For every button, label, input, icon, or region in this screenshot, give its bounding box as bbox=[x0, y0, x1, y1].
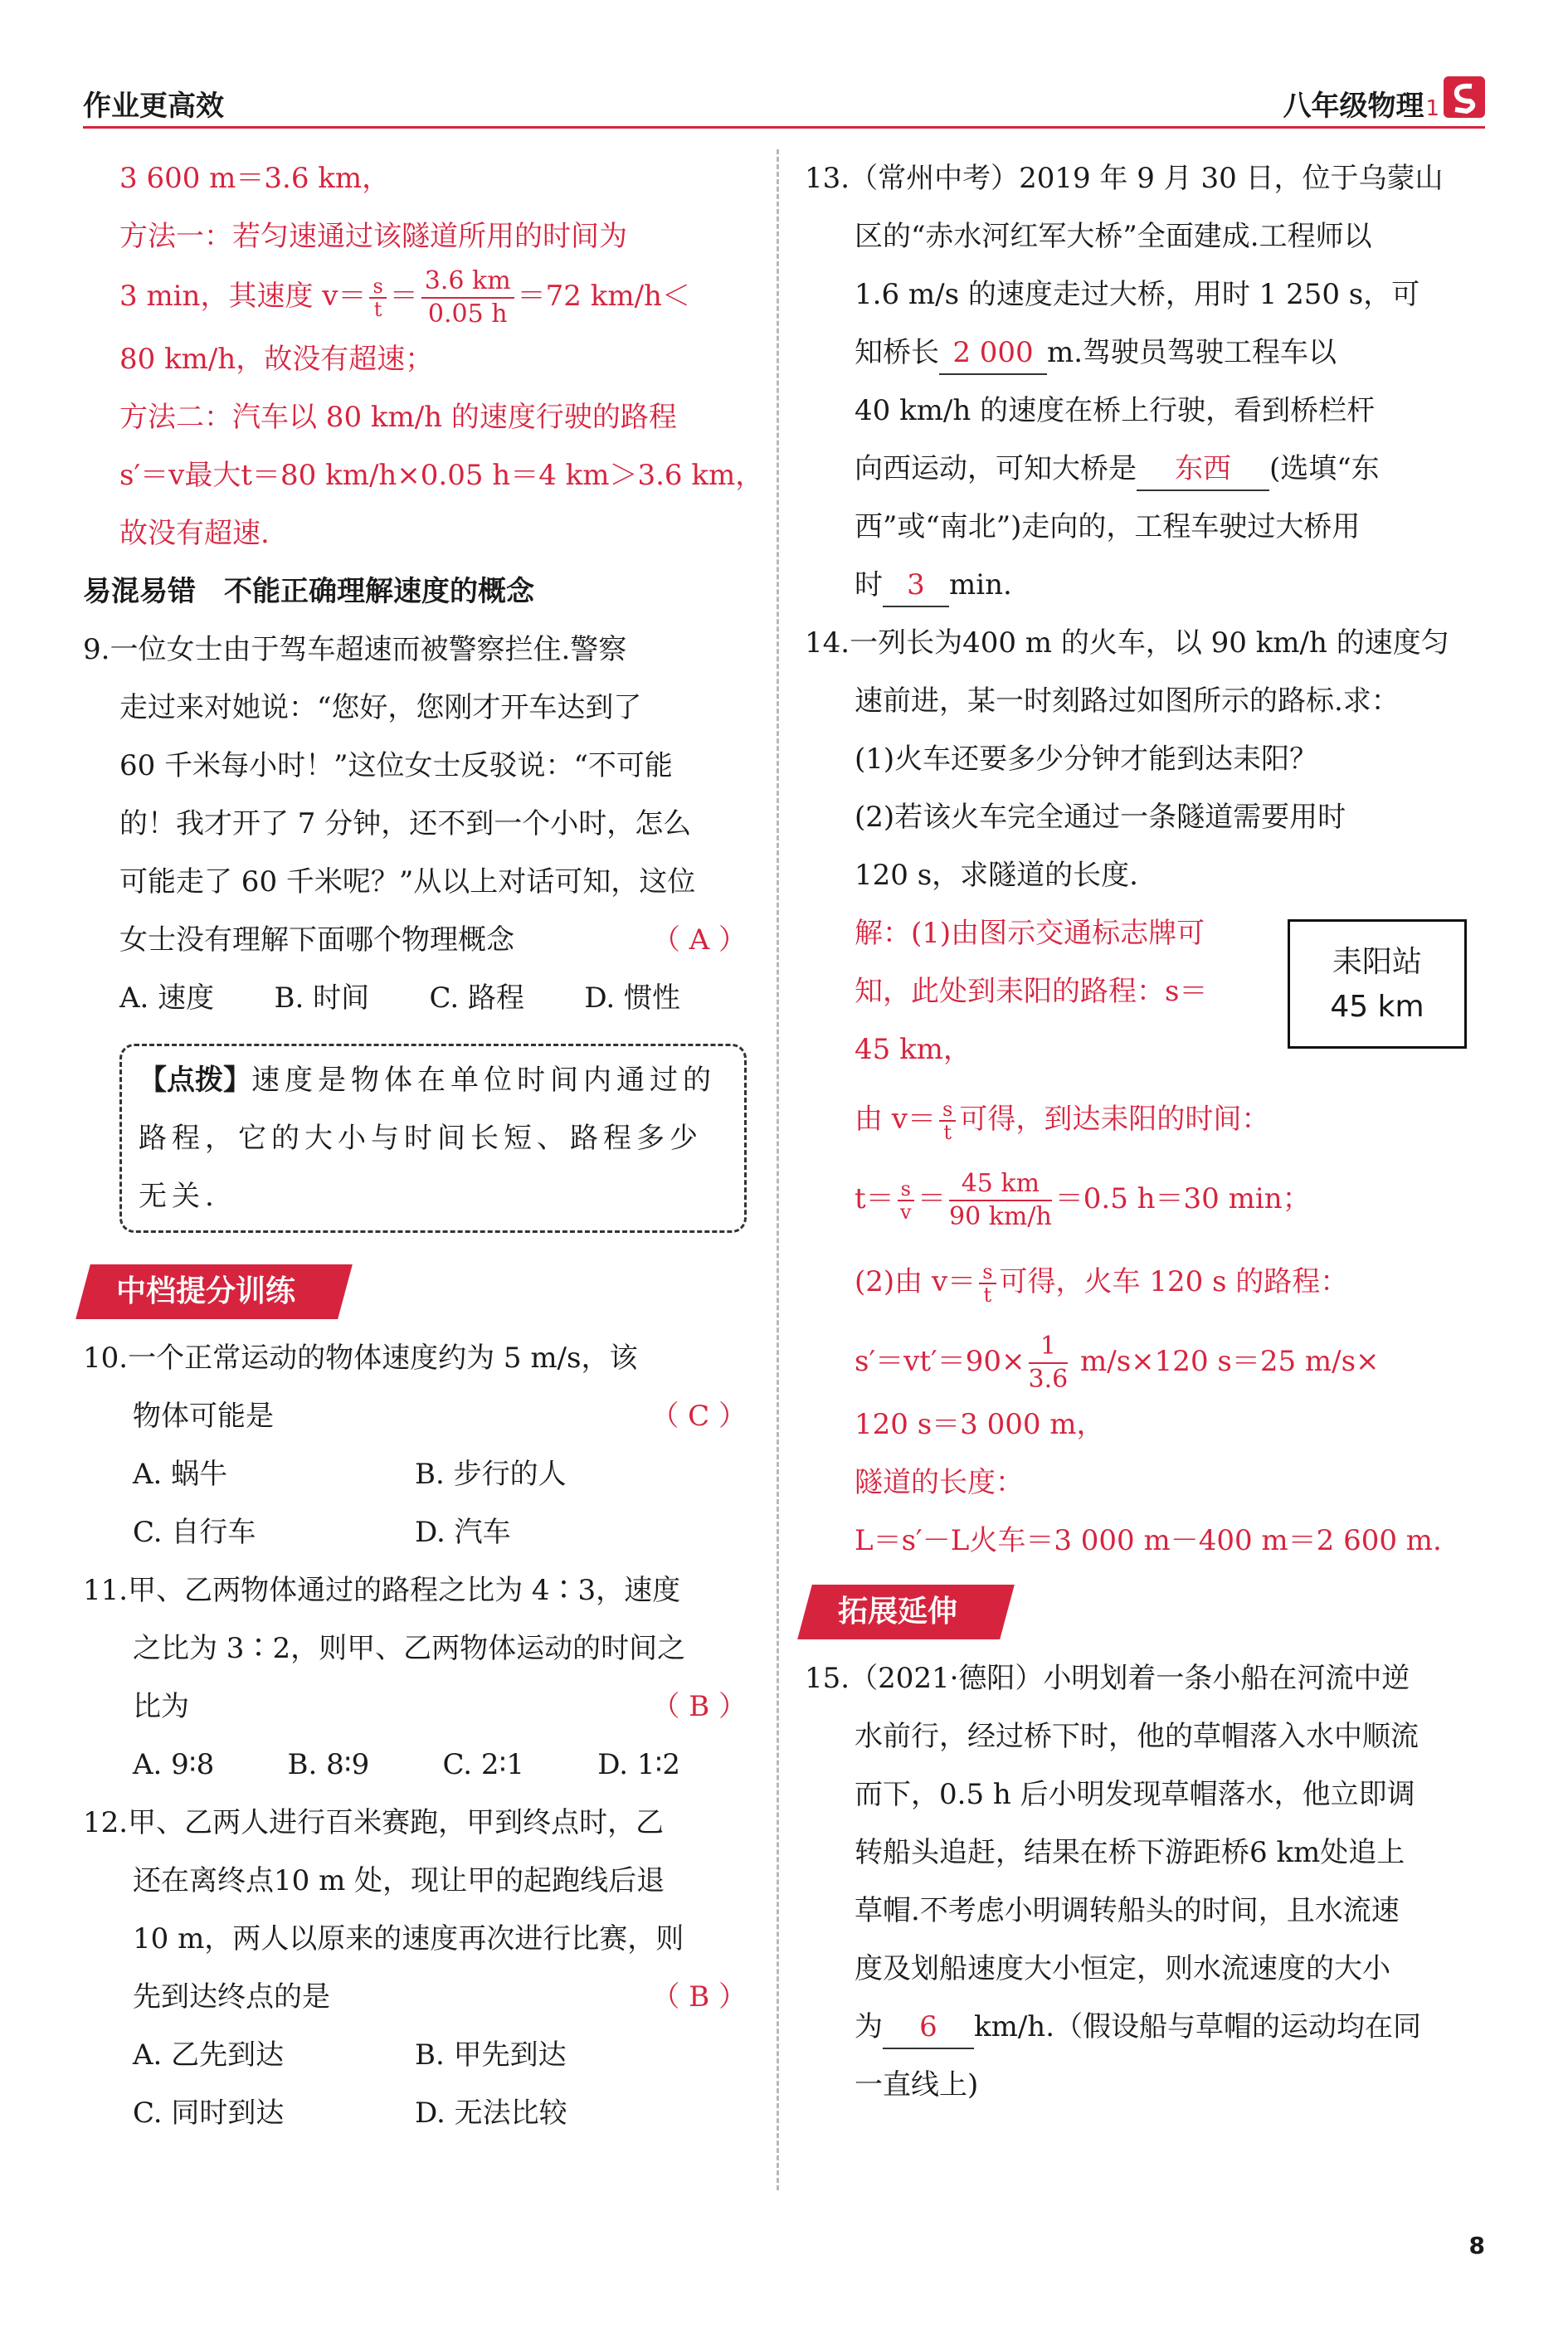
prev-answer: 3 600 m＝3.6 km， 方法一：若匀速通过该隧道所用的时间为 3 min，其速度 v＝ $\frac{s}{t}$ ＝ $\frac{3.6 km}{0.05 h}$ ＝72 km/h＜ 80 km/h，故没有超速； 方法二：汽车以 80 km/h 的速度行驶的路程 s′＝v最大t＝80 km/h×0.05 h＝4 km＞3.6 km， 故没有超速. bbox=[119, 162, 764, 550]
banner-mid-training: 中档提分训练 bbox=[75, 1264, 353, 1319]
right-column bbox=[805, 149, 1468, 2114]
page-number: 8 bbox=[1468, 2232, 1485, 2259]
question-14: 14.一列长为400 m 的火车，以 90 km/h 的速度匀 速前进，某一时刻路过如图所示的路标.求： (1)火车还要多少分钟才能到达耒阳？ (2)若该火车完全通过一条隧道需要用时 120 s，求隧道的长度. 解：(1)由图示交通标志牌可 知，此处到耒阳的路程：s＝ 45 km， 由 v＝ $\frac{s}{t}$ 可得，到达耒阳的时间： t＝ $\frac{s}{v}$ ＝ $\frac{45 km}{90 km/h}$ ＝0.5 h＝30 min； (2)由 v＝ $\frac{s}{t}$ 可得，火车 120 s 的路程： s′＝vt′＝90× $\frac{1}{3.6}$ m/s×120 s＝25 m/s× 120 s＝3 000 m， 隧道的长度： L＝s′－L火车＝3 000 m－400 m＝2 600 m. bbox=[805, 614, 1468, 1570]
section-confuse: 易混易错 不能正确理解速度的概念 bbox=[83, 575, 534, 608]
answer-9: （ A ） bbox=[651, 923, 747, 957]
question-13: 13.（常州中考）2019 年 9 月 30 日，位于乌蒙山 区的“赤水河红军大桥”全面建成.工程师以 1.6 m/s 的速度走过大桥，用时 1 250 s，可 知桥长 2 000 m.驾驶员驾驶工程车以 40 km/h 的速度在桥上行驶，看到桥栏杆 向西运动，可知大桥是 东西 (选填“东 西”或“南北”)走向的，工程车驶过大桥用 时 3 min. bbox=[805, 149, 1468, 614]
question-12: 12.甲、乙两人进行百米赛跑，甲到终点时，乙 还在离终点10 m 处，现让甲的起跑线后退 10 m，两人以原来的速度再次进行比赛，则 先到达终点的是 （ B ） A. 乙先到达 B. 甲先到达 C. 同时到达 D. 无法比较 bbox=[83, 1806, 747, 2130]
question-15: 15.（2021·德阳）小明划着一条小船在河流中逆 水前行，经过桥下时，他的草帽落入水中顺流 而下，0.5 h 后小明发现草帽落水，他立即调 转船头追赶，结果在桥下游距桥6 km处追上 草帽.不考虑小明调转船头的时间，且水流速 度及划船速度大小恒定，则水流速度的大小 为 6 km/h.（假设船与草帽的运动均在同 一直线上) bbox=[805, 1662, 1422, 2102]
column-divider bbox=[777, 149, 779, 2190]
header-left: 作业更高效 bbox=[83, 90, 224, 123]
question-11: 11.甲、乙两物体通过的路程之比为 4∶3，速度 之比为 3∶2，则甲、乙两物体运动的时间之 比为 （ B ） A. 9∶8 B. 8∶9 C. 2∶1 D. 1∶2 bbox=[83, 1574, 747, 1781]
header-right: 八年级物理1 bbox=[1283, 90, 1439, 123]
question-9: 9.一位女士由于驾车超速而被警察拦住.警察 走过来对她说：“您好，您刚才开车达到了 60 千米每小时！”这位女士反驳说：“不可能 的！我才开了 7 分钟，还不到一个小时，怎么 可能走了 60 千米呢？”从以上对话可知，这位 女士没有理解下面哪个物理概念 （ A ） A. 速度 B. 时间 C. 路程 D. 惯性 bbox=[83, 621, 747, 1027]
publisher-logo-icon bbox=[1444, 76, 1485, 118]
solution-14: 解：(1)由图示交通标志牌可 知，此处到耒阳的路程：s＝ 45 km， 由 v＝ $\frac{s}{t}$ 可得，到达耒阳的时间： t＝ $\frac{s}{v}$ ＝ $\frac{45 km}{90 km/h}$ ＝0.5 h＝30 min； (2)由 v＝ $\frac{s}{t}$ 可得，火车 120 s 的路程： s′＝vt′＝90× $\frac{1}{3.6}$ m/s×120 s＝25 m/s× 120 s＝3 000 m， 隧道的长度： L＝s′－L火车＝3 000 m－400 m＝2 600 m. bbox=[855, 917, 1442, 1557]
header-divider bbox=[83, 126, 1485, 129]
banner-extension: 拓展延伸 bbox=[797, 1585, 1015, 1639]
left-column bbox=[83, 149, 764, 2142]
road-sign: 耒阳站 45 km bbox=[1288, 919, 1467, 1049]
options-9: A. 速度 B. 时间 C. 路程 D. 惯性 bbox=[119, 981, 680, 1015]
tip-box: 【点拨】速度是物体在单位时间内通过的 路程，它的大小与时间长短、路程多少 无关. bbox=[119, 1044, 747, 1233]
question-10: 10.一个正常运动的物体速度约为 5 m/s，该 物体可能是 （ C ） A. 蜗牛 B. 步行的人 C. 自行车 D. 汽车 bbox=[83, 1342, 747, 1549]
